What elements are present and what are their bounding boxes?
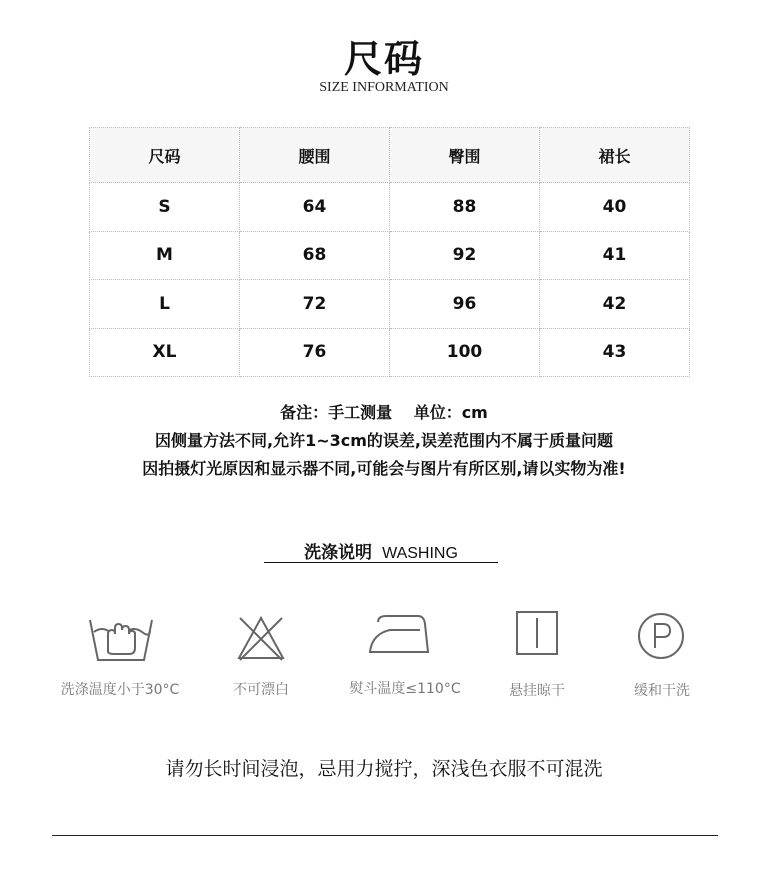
washing-title-zh: 洗涤说明 bbox=[304, 543, 373, 563]
table-cell: 100 bbox=[390, 328, 540, 376]
washing-title-en: WASHING bbox=[382, 545, 458, 562]
table-header-cell: 尺码 bbox=[90, 128, 240, 183]
table-row bbox=[90, 280, 690, 328]
hang-dry-icon bbox=[515, 610, 559, 656]
table-cell: S bbox=[90, 183, 240, 231]
divider bbox=[52, 835, 718, 836]
care-label: 洗涤温度小于30°C bbox=[60, 682, 180, 698]
color-note: 因拍摄灯光原因和显示器不同,可能会与图片有所区别,请以实物为准! bbox=[142, 459, 626, 478]
table-cell: 92 bbox=[390, 231, 540, 279]
table-cell: 43 bbox=[540, 328, 690, 376]
table-cell: 41 bbox=[540, 231, 690, 279]
care-label: 悬挂晾干 bbox=[509, 683, 565, 699]
care-label: 熨斗温度≤110°C bbox=[349, 681, 461, 697]
table-cell: 64 bbox=[240, 183, 390, 231]
table-cell: 42 bbox=[540, 280, 690, 328]
table-header-cell: 臀围 bbox=[390, 128, 540, 183]
page-subtitle: SIZE INFORMATION bbox=[319, 80, 449, 95]
table-row bbox=[90, 328, 690, 376]
no-bleach-icon bbox=[236, 614, 286, 664]
table-header-cell: 裙长 bbox=[540, 128, 690, 183]
table-cell: 88 bbox=[390, 183, 540, 231]
table-cell: 68 bbox=[240, 231, 390, 279]
table-cell: 76 bbox=[240, 328, 390, 376]
hand-wash-icon bbox=[88, 612, 154, 666]
washing-title bbox=[264, 538, 498, 563]
table-header-row bbox=[90, 128, 690, 183]
table-cell: 96 bbox=[390, 280, 540, 328]
dry-clean-p-icon bbox=[636, 611, 686, 661]
table-cell: XL bbox=[90, 328, 240, 376]
table-cell: M bbox=[90, 231, 240, 279]
table-row bbox=[90, 183, 690, 231]
care-label: 不可漂白 bbox=[233, 682, 289, 698]
size-table bbox=[89, 127, 690, 377]
table-cell: 40 bbox=[540, 183, 690, 231]
error-note: 因侧量方法不同,允许1~3cm的误差,误差范围内不属于质量问题 bbox=[155, 431, 613, 450]
iron-icon bbox=[368, 612, 430, 656]
measure-note: 备注：手工测量 单位：cm bbox=[280, 403, 488, 422]
table-cell: L bbox=[90, 280, 240, 328]
page-title: 尺码 bbox=[343, 37, 424, 81]
table-row bbox=[90, 231, 690, 279]
table-header-cell: 腰围 bbox=[240, 128, 390, 183]
care-warning: 请勿长时间浸泡，忌用力搅拧，深浅色衣服不可混洗 bbox=[165, 758, 603, 780]
care-label: 缓和干洗 bbox=[634, 683, 690, 699]
table-cell: 72 bbox=[240, 280, 390, 328]
